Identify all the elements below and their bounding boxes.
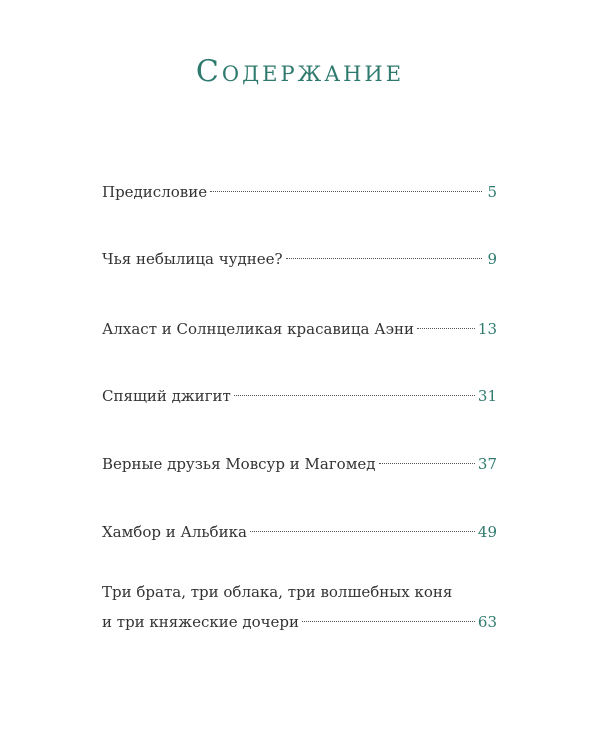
toc-page-number: 31 xyxy=(477,387,497,405)
toc-entry[interactable] xyxy=(102,313,497,339)
toc-entry[interactable] xyxy=(102,243,497,269)
toc-entry-title: Верные друзья Мовсур и Магомед xyxy=(102,455,376,473)
dot-leader xyxy=(302,601,475,622)
toc-entry-title: Алхаст и Солнцеликая красавица Аэни xyxy=(102,320,414,338)
toc-entry[interactable] xyxy=(102,176,497,202)
dot-leader xyxy=(379,443,475,464)
toc-entry[interactable] xyxy=(102,448,497,474)
toc-entry-title: Хамбор и Альбика xyxy=(102,523,247,541)
toc-entry-title-line1: Три брата, три облака, три волшебных коня xyxy=(102,583,453,601)
dot-leader xyxy=(286,238,483,259)
toc-entry-title: Чья небылица чуднее? xyxy=(102,250,283,268)
toc-page-number: 37 xyxy=(477,455,497,473)
dot-leader xyxy=(210,171,482,192)
toc-page-number: 5 xyxy=(487,183,497,201)
table-of-contents xyxy=(102,0,497,750)
toc-entry-title: Спящий джигит xyxy=(102,387,231,405)
dot-leader xyxy=(234,375,475,396)
toc-entry-title-line2: и три княжеские дочери xyxy=(102,613,300,631)
toc-page-number: 49 xyxy=(477,523,497,541)
toc-page-number: 63 xyxy=(477,613,497,631)
toc-entry-title: Предисловие xyxy=(102,183,208,201)
toc-page-number: 9 xyxy=(487,250,497,268)
page-title: Содержание xyxy=(195,54,405,89)
dot-leader xyxy=(417,308,475,329)
toc-page-number: 13 xyxy=(477,320,497,338)
toc-entry[interactable] xyxy=(102,582,497,632)
toc-entry[interactable] xyxy=(102,516,497,542)
dot-leader xyxy=(250,511,475,532)
toc-entry[interactable] xyxy=(102,380,497,406)
